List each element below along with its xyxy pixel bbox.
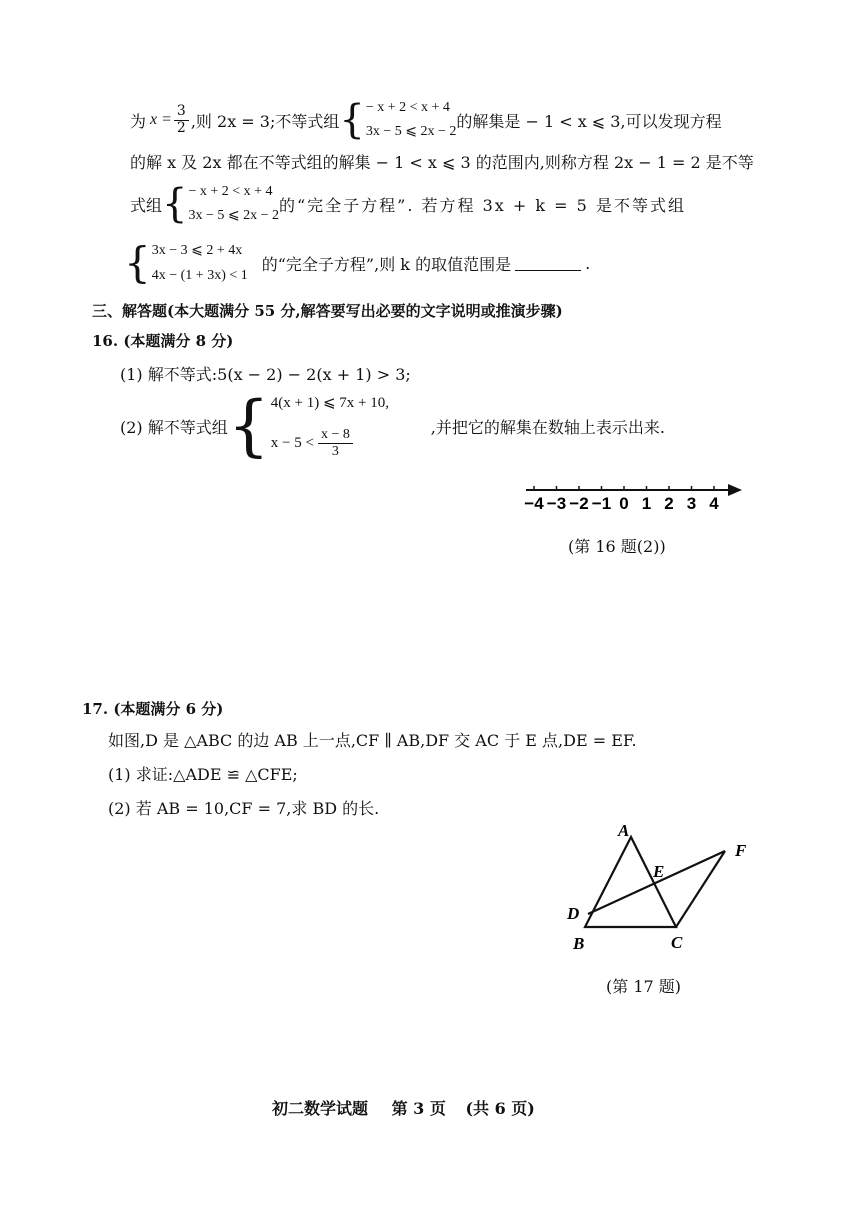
p15-system-2	[162, 181, 279, 227]
p15-l3-prefix: 式组	[130, 195, 163, 215]
number-line-tick-label: −3	[546, 494, 567, 513]
q16-sys-row1: 4(x + 1) ⩽ 7x + 10,	[270, 395, 389, 411]
q17-caption: (第 17 题)	[606, 977, 682, 996]
q17-line-2: (1) 求证:△ADE ≌ △CFE;	[108, 765, 298, 784]
p15-sys2-row2: 3x − 5 ⩽ 2x − 2	[188, 208, 279, 223]
p15-sys1-row2: 3x − 5 ⩽ 2x − 2	[365, 124, 457, 139]
p15-l1-prefix: 为	[130, 111, 147, 131]
p15-line-2: 的解 x 及 2x 都在不等式组的解集 − 1 < x ⩽ 3 的范围内,则称方程 2x − 1 = 2 是不等	[130, 153, 754, 172]
q16-sys-row2-left: x − 5 <	[270, 434, 314, 451]
label-e: E	[653, 862, 665, 881]
q16-part-1: (1) 解不等式:5(x − 2) − 2(x + 1) > 3;	[120, 365, 411, 384]
footer	[272, 1096, 535, 1119]
number-line-tick-label: 4	[709, 494, 719, 513]
q17-heading: 17. (本题满分 6 分)	[82, 700, 224, 718]
p15-sys1-row1: − x + 2 < x + 4	[365, 100, 450, 115]
number-line-tick-label: 3	[686, 494, 697, 513]
p15-l4-end: .	[585, 253, 591, 273]
footer-total: (共 6 页)	[465, 1099, 535, 1118]
p15-line-4	[124, 240, 590, 286]
q16-fraction-num: x − 8	[318, 427, 353, 443]
label-b: B	[573, 934, 585, 953]
triangle-figure	[555, 815, 760, 960]
p15-l1-x: x =	[150, 111, 172, 128]
p15-fraction-num: 3	[174, 104, 189, 120]
q16-p2-prefix: (2) 解不等式组	[120, 417, 228, 437]
footer-page: 第 3 页	[391, 1099, 446, 1118]
p15-line-3	[130, 182, 686, 226]
label-a: A	[618, 821, 630, 840]
q16-system	[227, 387, 421, 464]
number-line-tick-label: 1	[641, 494, 652, 513]
q16-sys-row2	[271, 427, 421, 459]
p15-fraction	[174, 104, 189, 136]
triangle-abc	[585, 837, 676, 927]
brace-icon: {	[162, 181, 188, 227]
q17-line-3: (2) 若 AB = 10,CF = 7,求 BD 的长.	[108, 799, 380, 818]
number-line-tick-label: 2	[664, 494, 674, 513]
brace-icon: {	[339, 97, 365, 143]
number-line-tick-label: 0	[619, 494, 629, 513]
answer-blank[interactable]	[515, 256, 581, 271]
p15-l1-end: 的解集是 − 1 < x ⩽ 3,可以发现方程	[456, 111, 722, 131]
p15-l4-text: 的“完全子方程”,则 k 的取值范围是	[261, 254, 512, 274]
number-line	[520, 476, 750, 518]
label-d: D	[567, 904, 580, 923]
p15-system-3	[124, 238, 248, 287]
q16-part-2	[120, 387, 665, 464]
brace-icon: {	[124, 238, 151, 287]
p15-line-1	[130, 98, 722, 142]
q17-line-1: 如图,D 是 △ABC 的边 AB 上一点,CF ∥ AB,DF 交 AC 于 E 点,DE = EF.	[108, 731, 637, 750]
footer-title: 初二数学试题	[272, 1099, 369, 1118]
number-line-tick-label: −2	[569, 494, 589, 513]
section-heading: 三、解答题(本大题满分 55 分,解答要写出必要的文字说明或推演步骤)	[92, 302, 563, 320]
p15-fraction-den: 2	[176, 119, 186, 136]
p15-sys3-row2: 4x − (1 + 3x) < 1	[151, 268, 248, 283]
q16-fraction-den: 3	[331, 443, 339, 459]
p15-system-1	[339, 97, 457, 143]
brace-icon: {	[227, 387, 270, 464]
p15-sys2-row1: − x + 2 < x + 4	[188, 184, 273, 199]
label-c: C	[671, 933, 683, 952]
q16-heading: 16. (本题满分 8 分)	[92, 332, 234, 350]
q16-caption: (第 16 题(2))	[568, 537, 666, 556]
p15-l3-end: 的“完全子方程”. 若方程 3x + k = 5 是不等式组	[279, 195, 686, 215]
number-line-tick-label: −4	[524, 494, 544, 513]
p15-sys3-row1: 3x − 3 ⩽ 2 + 4x	[151, 243, 243, 258]
q16-p2-suffix: ,并把它的解集在数轴上表示出来.	[430, 417, 665, 437]
arrow-icon	[728, 484, 742, 496]
number-line-tick-label: −1	[591, 494, 612, 513]
q16-fraction	[318, 427, 353, 459]
p15-l1-mid: ,则 2x = 3;不等式组	[190, 111, 340, 131]
label-f: F	[735, 841, 747, 860]
